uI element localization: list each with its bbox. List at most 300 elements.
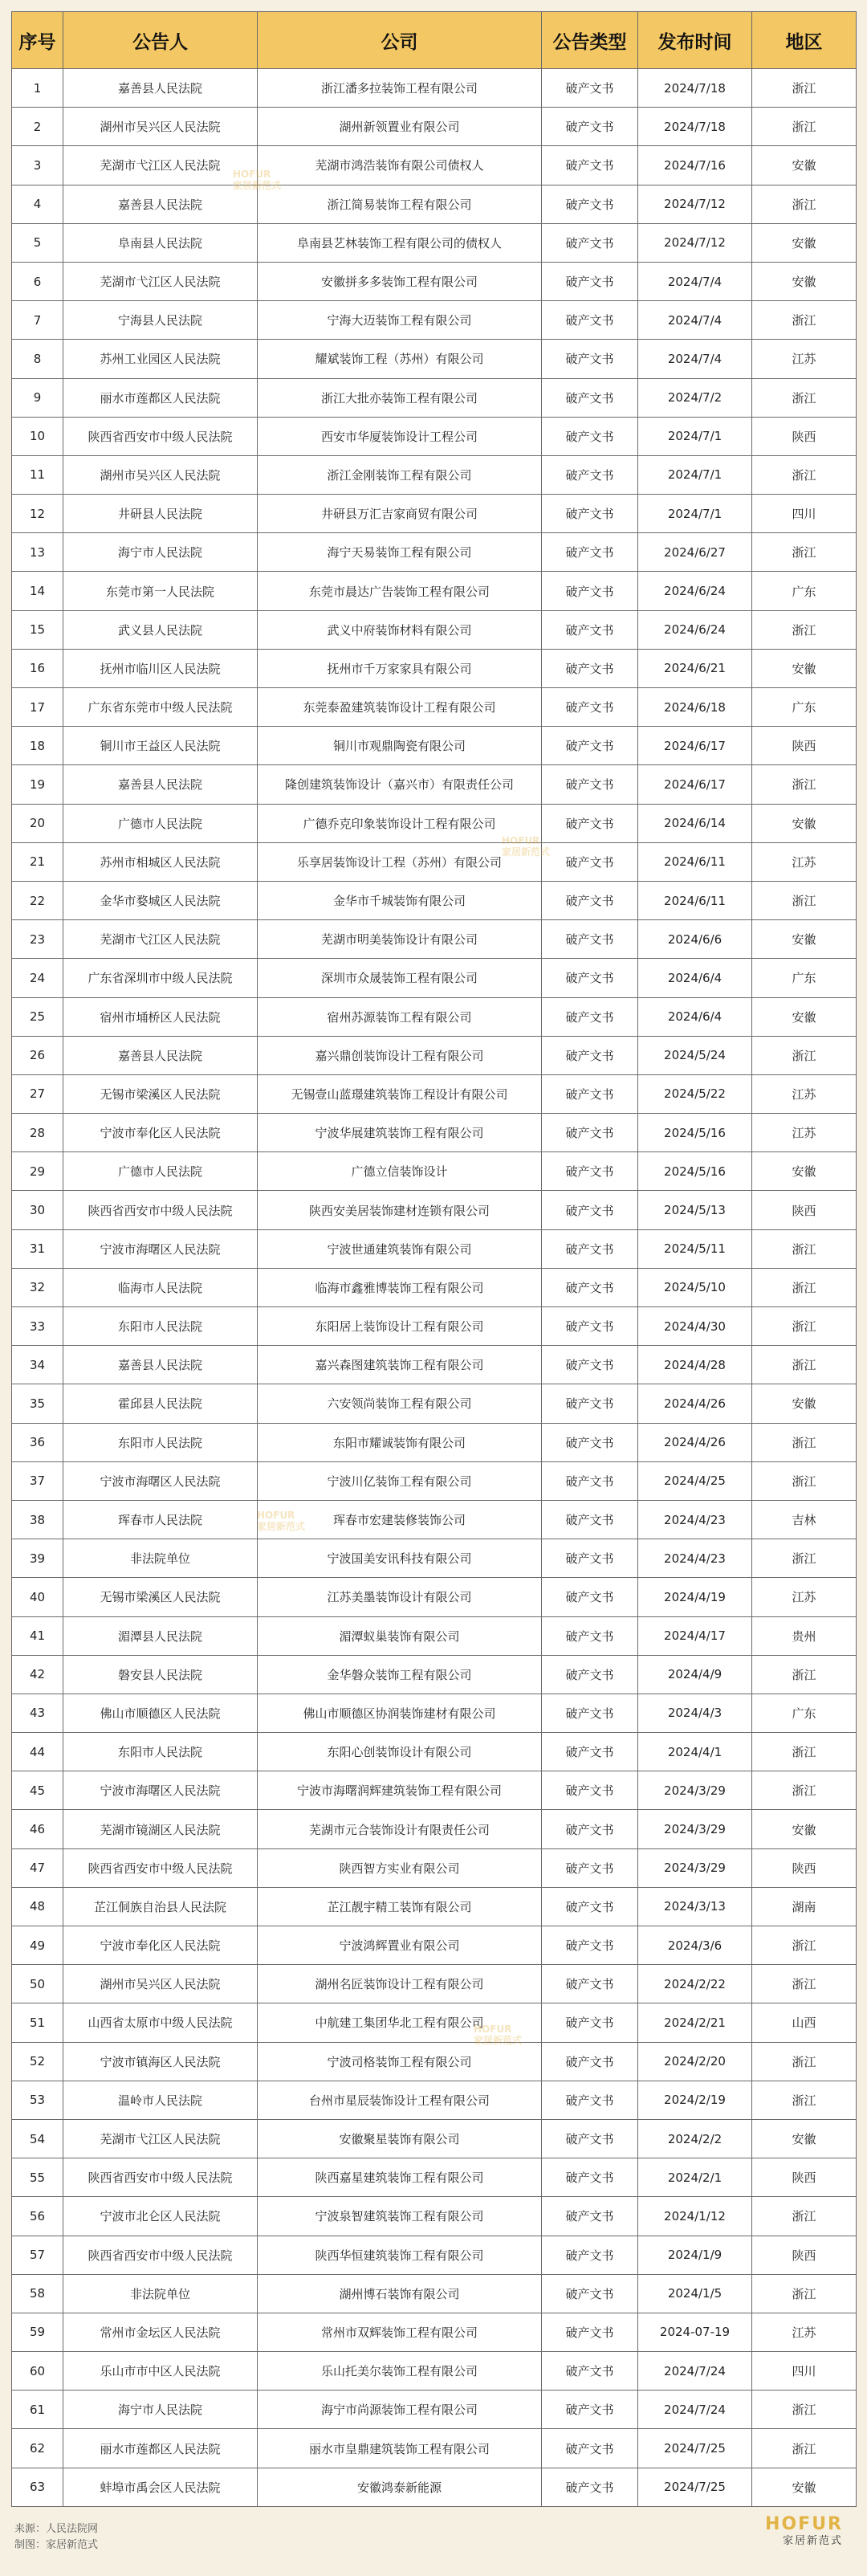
cell-region: 浙江 — [752, 2042, 857, 2081]
cell-announcer: 芜湖市弋江区人民法院 — [63, 146, 258, 185]
cell-publish-date: 2024/2/20 — [638, 2042, 752, 2081]
cell-publish-date: 2024/4/23 — [638, 1539, 752, 1578]
cell-index: 58 — [12, 2274, 63, 2313]
table-row — [12, 765, 857, 804]
cell-publish-date: 2024-07-19 — [638, 2313, 752, 2351]
cell-publish-date: 2024/7/2 — [638, 378, 752, 417]
cell-notice-type: 破产文书 — [542, 1114, 638, 1152]
cell-index: 31 — [12, 1229, 63, 1268]
cell-index: 41 — [12, 1616, 63, 1655]
cell-announcer: 山西省太原市中级人民法院 — [63, 2003, 258, 2042]
cell-region: 浙江 — [752, 881, 857, 919]
cell-index: 1 — [12, 69, 63, 108]
cell-notice-type: 破产文书 — [542, 417, 638, 455]
cell-notice-type: 破产文书 — [542, 1965, 638, 2003]
watermark-latin: HOFUR — [474, 2024, 512, 2035]
table-row — [12, 223, 857, 262]
cell-company: 芷江靓宇精工装饰有限公司 — [258, 1887, 542, 1926]
cell-region: 山西 — [752, 2003, 857, 2042]
cell-publish-date: 2024/7/4 — [638, 262, 752, 300]
cell-announcer: 宁波市奉化区人民法院 — [63, 1114, 258, 1152]
cell-announcer: 宿州市埇桥区人民法院 — [63, 997, 258, 1036]
cell-region: 江苏 — [752, 340, 857, 378]
cell-notice-type: 破产文书 — [542, 146, 638, 185]
cell-announcer: 广东省东莞市中级人民法院 — [63, 688, 258, 727]
watermark-latin: HOFUR — [257, 1510, 295, 1521]
cell-index: 13 — [12, 533, 63, 572]
cell-announcer: 佛山市顺德区人民法院 — [63, 1694, 258, 1732]
cell-company: 安徽聚星装饰有限公司 — [258, 2119, 542, 2158]
cell-index: 51 — [12, 2003, 63, 2042]
cell-region: 安徽 — [752, 804, 857, 842]
cell-index: 56 — [12, 2197, 63, 2236]
cell-notice-type: 破产文书 — [542, 1655, 638, 1694]
cell-notice-type: 破产文书 — [542, 1578, 638, 1616]
cell-company: 铜川市观鼎陶瓷有限公司 — [258, 727, 542, 765]
table-row — [12, 1810, 857, 1848]
cell-region: 江苏 — [752, 842, 857, 881]
cell-announcer: 芜湖市镜湖区人民法院 — [63, 1810, 258, 1848]
table-row — [12, 2197, 857, 2236]
cell-notice-type: 破产文书 — [542, 1268, 638, 1306]
cell-index: 36 — [12, 1423, 63, 1461]
cell-publish-date: 2024/6/24 — [638, 572, 752, 610]
cell-publish-date: 2024/6/18 — [638, 688, 752, 727]
cell-notice-type: 破产文书 — [542, 2081, 638, 2119]
cell-publish-date: 2024/6/4 — [638, 997, 752, 1036]
cell-notice-type: 破产文书 — [542, 185, 638, 223]
cell-index: 60 — [12, 2352, 63, 2391]
cell-index: 6 — [12, 262, 63, 300]
cell-notice-type: 破产文书 — [542, 2042, 638, 2081]
cell-company: 金华磐众装饰工程有限公司 — [258, 1655, 542, 1694]
cell-region: 浙江 — [752, 301, 857, 340]
cell-announcer: 陕西省西安市中级人民法院 — [63, 1848, 258, 1887]
cell-index: 19 — [12, 765, 63, 804]
watermark-cn: 家居新范式 — [233, 180, 282, 191]
cell-publish-date: 2024/4/19 — [638, 1578, 752, 1616]
cell-publish-date: 2024/4/17 — [638, 1616, 752, 1655]
cell-index: 48 — [12, 1887, 63, 1926]
cell-company: 中航建工集团华北工程有限公司 — [258, 2003, 542, 2042]
cell-notice-type: 破产文书 — [542, 804, 638, 842]
cell-region: 江苏 — [752, 2313, 857, 2351]
cell-announcer: 温岭市人民法院 — [63, 2081, 258, 2119]
cell-notice-type: 破产文书 — [542, 997, 638, 1036]
cell-index: 49 — [12, 1926, 63, 1965]
cell-publish-date: 2024/3/29 — [638, 1810, 752, 1848]
cell-announcer: 霍邱县人民法院 — [63, 1384, 258, 1423]
table-row — [12, 610, 857, 649]
cell-company: 临海市鑫雅博装饰工程有限公司 — [258, 1268, 542, 1306]
cell-region: 江苏 — [752, 1114, 857, 1152]
cell-index: 39 — [12, 1539, 63, 1578]
cell-index: 50 — [12, 1965, 63, 2003]
cell-company: 宁波世通建筑装饰有限公司 — [258, 1229, 542, 1268]
table-row — [12, 1229, 857, 1268]
table-row — [12, 1346, 857, 1384]
cell-index: 8 — [12, 340, 63, 378]
cell-index: 29 — [12, 1152, 63, 1191]
cell-company: 耀斌装饰工程（苏州）有限公司 — [258, 340, 542, 378]
table-row — [12, 185, 857, 223]
cell-region: 浙江 — [752, 1733, 857, 1771]
cell-region: 浙江 — [752, 1655, 857, 1694]
bankruptcy-notice-table — [11, 11, 857, 2507]
header-announcer: 公告人 — [63, 12, 258, 69]
cell-company: 芜湖市明美装饰设计有限公司 — [258, 920, 542, 959]
cell-region: 浙江 — [752, 533, 857, 572]
cell-notice-type: 破产文书 — [542, 378, 638, 417]
cell-announcer: 丽水市莲都区人民法院 — [63, 2429, 258, 2468]
cell-announcer: 东阳市人民法院 — [63, 1307, 258, 1346]
cell-company: 宿州苏源装饰工程有限公司 — [258, 997, 542, 1036]
cell-publish-date: 2024/5/10 — [638, 1268, 752, 1306]
table-row — [12, 1694, 857, 1732]
cell-index: 2 — [12, 108, 63, 146]
watermark-latin: HOFUR — [233, 169, 271, 180]
cell-company: 广德乔克印象装饰设计工程有限公司 — [258, 804, 542, 842]
footer-credits — [14, 2521, 98, 2554]
cell-index: 40 — [12, 1578, 63, 1616]
cell-announcer: 湄潭县人民法院 — [63, 1616, 258, 1655]
cell-index: 43 — [12, 1694, 63, 1732]
cell-publish-date: 2024/6/4 — [638, 959, 752, 997]
cell-company: 江苏美墨装饰设计有限公司 — [258, 1578, 542, 1616]
cell-announcer: 广东省深圳市中级人民法院 — [63, 959, 258, 997]
cell-announcer: 广德市人民法院 — [63, 804, 258, 842]
table-row — [12, 1307, 857, 1346]
cell-publish-date: 2024/6/24 — [638, 610, 752, 649]
cell-index: 18 — [12, 727, 63, 765]
header-index: 序号 — [12, 12, 63, 69]
table-row — [12, 1152, 857, 1191]
cell-publish-date: 2024/2/21 — [638, 2003, 752, 2042]
cell-index: 4 — [12, 185, 63, 223]
cell-announcer: 湖州市吴兴区人民法院 — [63, 108, 258, 146]
cell-publish-date: 2024/6/11 — [638, 881, 752, 919]
table-row — [12, 495, 857, 533]
cell-announcer: 嘉善县人民法院 — [63, 1036, 258, 1074]
cell-notice-type: 破产文书 — [542, 2352, 638, 2391]
cell-notice-type: 破产文书 — [542, 1771, 638, 1810]
cell-company: 湖州名匠装饰设计工程有限公司 — [258, 1965, 542, 2003]
brand-logo-latin: HOFUR — [765, 2514, 843, 2534]
cell-company: 无锡壹山蓝璟建筑装饰工程设计有限公司 — [258, 1074, 542, 1113]
cell-announcer: 嘉善县人民法院 — [63, 185, 258, 223]
table-row — [12, 340, 857, 378]
cell-company: 浙江简易装饰工程有限公司 — [258, 185, 542, 223]
cell-announcer: 芷江侗族自治县人民法院 — [63, 1887, 258, 1926]
cell-index: 12 — [12, 495, 63, 533]
cell-index: 38 — [12, 1500, 63, 1539]
cell-publish-date: 2024/6/11 — [638, 842, 752, 881]
table-row — [12, 455, 857, 494]
cell-announcer: 乐山市市中区人民法院 — [63, 2352, 258, 2391]
cell-company: 乐山托美尔装饰工程有限公司 — [258, 2352, 542, 2391]
cell-notice-type: 破产文书 — [542, 2274, 638, 2313]
cell-index: 10 — [12, 417, 63, 455]
table-row — [12, 1384, 857, 1423]
cell-region: 浙江 — [752, 1539, 857, 1578]
cell-company: 湖州博石装饰有限公司 — [258, 2274, 542, 2313]
header-company: 公司 — [258, 12, 542, 69]
cell-index: 54 — [12, 2119, 63, 2158]
cell-company: 东阳居上装饰设计工程有限公司 — [258, 1307, 542, 1346]
cell-company: 安徽拼多多装饰工程有限公司 — [258, 262, 542, 300]
cell-announcer: 金华市婺城区人民法院 — [63, 881, 258, 919]
cell-publish-date: 2024/6/14 — [638, 804, 752, 842]
cell-publish-date: 2024/4/26 — [638, 1384, 752, 1423]
cell-region: 陕西 — [752, 2158, 857, 2197]
cell-company: 宁波国美安讯科技有限公司 — [258, 1539, 542, 1578]
table-row — [12, 1965, 857, 2003]
cell-company: 台州市星辰装饰设计工程有限公司 — [258, 2081, 542, 2119]
cell-region: 浙江 — [752, 1268, 857, 1306]
table-row — [12, 1423, 857, 1461]
cell-region: 浙江 — [752, 1036, 857, 1074]
cell-company: 陕西华恒建筑装饰工程有限公司 — [258, 2236, 542, 2274]
cell-announcer: 蚌埠市禹会区人民法院 — [63, 2468, 258, 2506]
cell-announcer: 海宁市人民法院 — [63, 533, 258, 572]
cell-announcer: 抚州市临川区人民法院 — [63, 649, 258, 687]
cell-publish-date: 2024/3/13 — [638, 1887, 752, 1926]
cell-notice-type: 破产文书 — [542, 108, 638, 146]
cell-announcer: 东阳市人民法院 — [63, 1423, 258, 1461]
cell-announcer: 丽水市莲都区人民法院 — [63, 378, 258, 417]
cell-announcer: 广德市人民法院 — [63, 1152, 258, 1191]
cell-announcer: 非法院单位 — [63, 2274, 258, 2313]
cell-publish-date: 2024/7/4 — [638, 340, 752, 378]
cell-publish-date: 2024/6/17 — [638, 727, 752, 765]
cell-region: 浙江 — [752, 2081, 857, 2119]
cell-company: 阜南县艺林装饰工程有限公司的债权人 — [258, 223, 542, 262]
cell-index: 42 — [12, 1655, 63, 1694]
cell-company: 宁波华展建筑装饰工程有限公司 — [258, 1114, 542, 1152]
cell-index: 63 — [12, 2468, 63, 2506]
cell-region: 浙江 — [752, 1346, 857, 1384]
cell-publish-date: 2024/1/9 — [638, 2236, 752, 2274]
cell-announcer: 嘉善县人民法院 — [63, 765, 258, 804]
cell-publish-date: 2024/1/5 — [638, 2274, 752, 2313]
table-row — [12, 804, 857, 842]
cell-announcer: 湖州市吴兴区人民法院 — [63, 455, 258, 494]
cell-notice-type: 破产文书 — [542, 2158, 638, 2197]
cell-region: 广东 — [752, 688, 857, 727]
cell-company: 佛山市顺德区协润装饰建材有限公司 — [258, 1694, 542, 1732]
cell-notice-type: 破产文书 — [542, 649, 638, 687]
cell-notice-type: 破产文书 — [542, 2313, 638, 2351]
cell-index: 61 — [12, 2391, 63, 2429]
table-row — [12, 920, 857, 959]
table-row — [12, 1578, 857, 1616]
watermark-cn: 家居新范式 — [474, 2035, 523, 2046]
cell-company: 宁波市海曙润辉建筑装饰工程有限公司 — [258, 1771, 542, 1810]
table-row — [12, 108, 857, 146]
cell-publish-date: 2024/6/17 — [638, 765, 752, 804]
cell-company: 宁波鸿辉置业有限公司 — [258, 1926, 542, 1965]
cell-index: 37 — [12, 1461, 63, 1500]
cell-announcer: 非法院单位 — [63, 1539, 258, 1578]
cell-region: 浙江 — [752, 2391, 857, 2429]
cell-company: 陕西嘉星建筑装饰工程有限公司 — [258, 2158, 542, 2197]
cell-announcer: 无锡市梁溪区人民法院 — [63, 1578, 258, 1616]
cell-publish-date: 2024/4/23 — [638, 1500, 752, 1539]
cell-notice-type: 破产文书 — [542, 2119, 638, 2158]
table-row — [12, 572, 857, 610]
cell-notice-type: 破产文书 — [542, 881, 638, 919]
cell-notice-type: 破产文书 — [542, 1616, 638, 1655]
cell-publish-date: 2024/5/24 — [638, 1036, 752, 1074]
cell-index: 34 — [12, 1346, 63, 1384]
cell-publish-date: 2024/3/29 — [638, 1771, 752, 1810]
table-row — [12, 69, 857, 108]
cell-company: 宁海大迈装饰工程有限公司 — [258, 301, 542, 340]
cell-region: 陕西 — [752, 1848, 857, 1887]
cell-notice-type: 破产文书 — [542, 2236, 638, 2274]
table-row — [12, 2081, 857, 2119]
cell-region: 浙江 — [752, 2274, 857, 2313]
cell-region: 江苏 — [752, 1578, 857, 1616]
cell-publish-date: 2024/4/30 — [638, 1307, 752, 1346]
cell-notice-type: 破产文书 — [542, 920, 638, 959]
cell-index: 23 — [12, 920, 63, 959]
brand-logo-cn: 家居新范式 — [782, 2535, 843, 2547]
cell-publish-date: 2024/5/16 — [638, 1114, 752, 1152]
header-publish-date: 发布时间 — [638, 12, 752, 69]
cell-notice-type: 破产文书 — [542, 1461, 638, 1500]
cell-publish-date: 2024/7/4 — [638, 301, 752, 340]
cell-announcer: 宁波市海曙区人民法院 — [63, 1461, 258, 1500]
cell-company: 陕西智方实业有限公司 — [258, 1848, 542, 1887]
cell-company: 浙江潘多拉装饰工程有限公司 — [258, 69, 542, 108]
cell-announcer: 陕西省西安市中级人民法院 — [63, 2236, 258, 2274]
table-row — [12, 1539, 857, 1578]
cell-index: 15 — [12, 610, 63, 649]
cell-region: 浙江 — [752, 1423, 857, 1461]
cell-company: 湄潭蚁巢装饰有限公司 — [258, 1616, 542, 1655]
cell-index: 59 — [12, 2313, 63, 2351]
cell-publish-date: 2024/7/24 — [638, 2352, 752, 2391]
table-row — [12, 2352, 857, 2391]
cell-company: 东阳心创装饰设计有限公司 — [258, 1733, 542, 1771]
table-row — [12, 1887, 857, 1926]
cell-company: 抚州市千万家家具有限公司 — [258, 649, 542, 687]
cell-region: 四川 — [752, 2352, 857, 2391]
cell-publish-date: 2024/7/18 — [638, 69, 752, 108]
cell-notice-type: 破产文书 — [542, 455, 638, 494]
cell-index: 27 — [12, 1074, 63, 1113]
table-row — [12, 1500, 857, 1539]
cell-region: 安徽 — [752, 2119, 857, 2158]
cell-company: 乐享居装饰设计工程（苏州）有限公司 — [258, 842, 542, 881]
cell-publish-date: 2024/5/16 — [638, 1152, 752, 1191]
table-row — [12, 1616, 857, 1655]
cell-publish-date: 2024/7/25 — [638, 2429, 752, 2468]
cell-publish-date: 2024/7/12 — [638, 223, 752, 262]
cell-index: 7 — [12, 301, 63, 340]
cell-company: 西安市华厦装饰设计工程公司 — [258, 417, 542, 455]
footer-maker: 制图：家居新范式 — [14, 2539, 99, 2551]
cell-notice-type: 破产文书 — [542, 1152, 638, 1191]
cell-announcer: 苏州市相城区人民法院 — [63, 842, 258, 881]
cell-region: 广东 — [752, 959, 857, 997]
cell-company: 海宁天易装饰工程有限公司 — [258, 533, 542, 572]
cell-announcer: 铜川市王益区人民法院 — [63, 727, 258, 765]
table-row — [12, 2158, 857, 2197]
cell-region: 浙江 — [752, 108, 857, 146]
cell-announcer: 磐安县人民法院 — [63, 1655, 258, 1694]
cell-index: 47 — [12, 1848, 63, 1887]
table-row — [12, 1733, 857, 1771]
footer-source: 来源：人民法院网 — [14, 2523, 99, 2535]
cell-announcer: 嘉善县人民法院 — [63, 69, 258, 108]
cell-notice-type: 破产文书 — [542, 1810, 638, 1848]
cell-index: 30 — [12, 1191, 63, 1229]
cell-announcer: 芜湖市弋江区人民法院 — [63, 920, 258, 959]
cell-company: 陕西安美居装饰建材连锁有限公司 — [258, 1191, 542, 1229]
cell-notice-type: 破产文书 — [542, 1074, 638, 1113]
cell-region: 浙江 — [752, 2197, 857, 2236]
cell-region: 浙江 — [752, 1771, 857, 1810]
table-row — [12, 997, 857, 1036]
cell-index: 25 — [12, 997, 63, 1036]
cell-company: 六安领尚装饰工程有限公司 — [258, 1384, 542, 1423]
cell-announcer: 东莞市第一人民法院 — [63, 572, 258, 610]
cell-announcer: 井研县人民法院 — [63, 495, 258, 533]
cell-index: 55 — [12, 2158, 63, 2197]
table-row — [12, 146, 857, 185]
table-row — [12, 2003, 857, 2042]
cell-region: 浙江 — [752, 455, 857, 494]
cell-publish-date: 2024/4/3 — [638, 1694, 752, 1732]
cell-notice-type: 破产文书 — [542, 69, 638, 108]
cell-company: 海宁市尚源装饰工程有限公司 — [258, 2391, 542, 2429]
cell-notice-type: 破产文书 — [542, 1539, 638, 1578]
cell-index: 26 — [12, 1036, 63, 1074]
cell-announcer: 芜湖市弋江区人民法院 — [63, 262, 258, 300]
table-row — [12, 533, 857, 572]
cell-index: 35 — [12, 1384, 63, 1423]
cell-notice-type: 破产文书 — [542, 842, 638, 881]
cell-notice-type: 破产文书 — [542, 262, 638, 300]
cell-publish-date: 2024/4/26 — [638, 1423, 752, 1461]
cell-announcer: 常州市金坛区人民法院 — [63, 2313, 258, 2351]
cell-notice-type: 破产文书 — [542, 533, 638, 572]
cell-notice-type: 破产文书 — [542, 959, 638, 997]
cell-region: 安徽 — [752, 1384, 857, 1423]
cell-region: 吉林 — [752, 1500, 857, 1539]
cell-notice-type: 破产文书 — [542, 1229, 638, 1268]
table-row — [12, 301, 857, 340]
cell-region: 安徽 — [752, 146, 857, 185]
table-row — [12, 1848, 857, 1887]
table-row — [12, 727, 857, 765]
brand-logo — [765, 2515, 843, 2549]
cell-publish-date: 2024/6/21 — [638, 649, 752, 687]
cell-company: 珲春市宏建装修装饰公司 — [258, 1500, 542, 1539]
table-row — [12, 1191, 857, 1229]
cell-index: 45 — [12, 1771, 63, 1810]
cell-company: 东莞市晨达广告装饰工程有限公司 — [258, 572, 542, 610]
cell-notice-type: 破产文书 — [542, 1694, 638, 1732]
table-row — [12, 959, 857, 997]
cell-company: 芜湖市鸿浩装饰有限公司债权人 — [258, 146, 542, 185]
cell-notice-type: 破产文书 — [542, 2003, 638, 2042]
bankruptcy-notice-table-container — [11, 11, 856, 2507]
cell-index: 9 — [12, 378, 63, 417]
table-row — [12, 2236, 857, 2274]
